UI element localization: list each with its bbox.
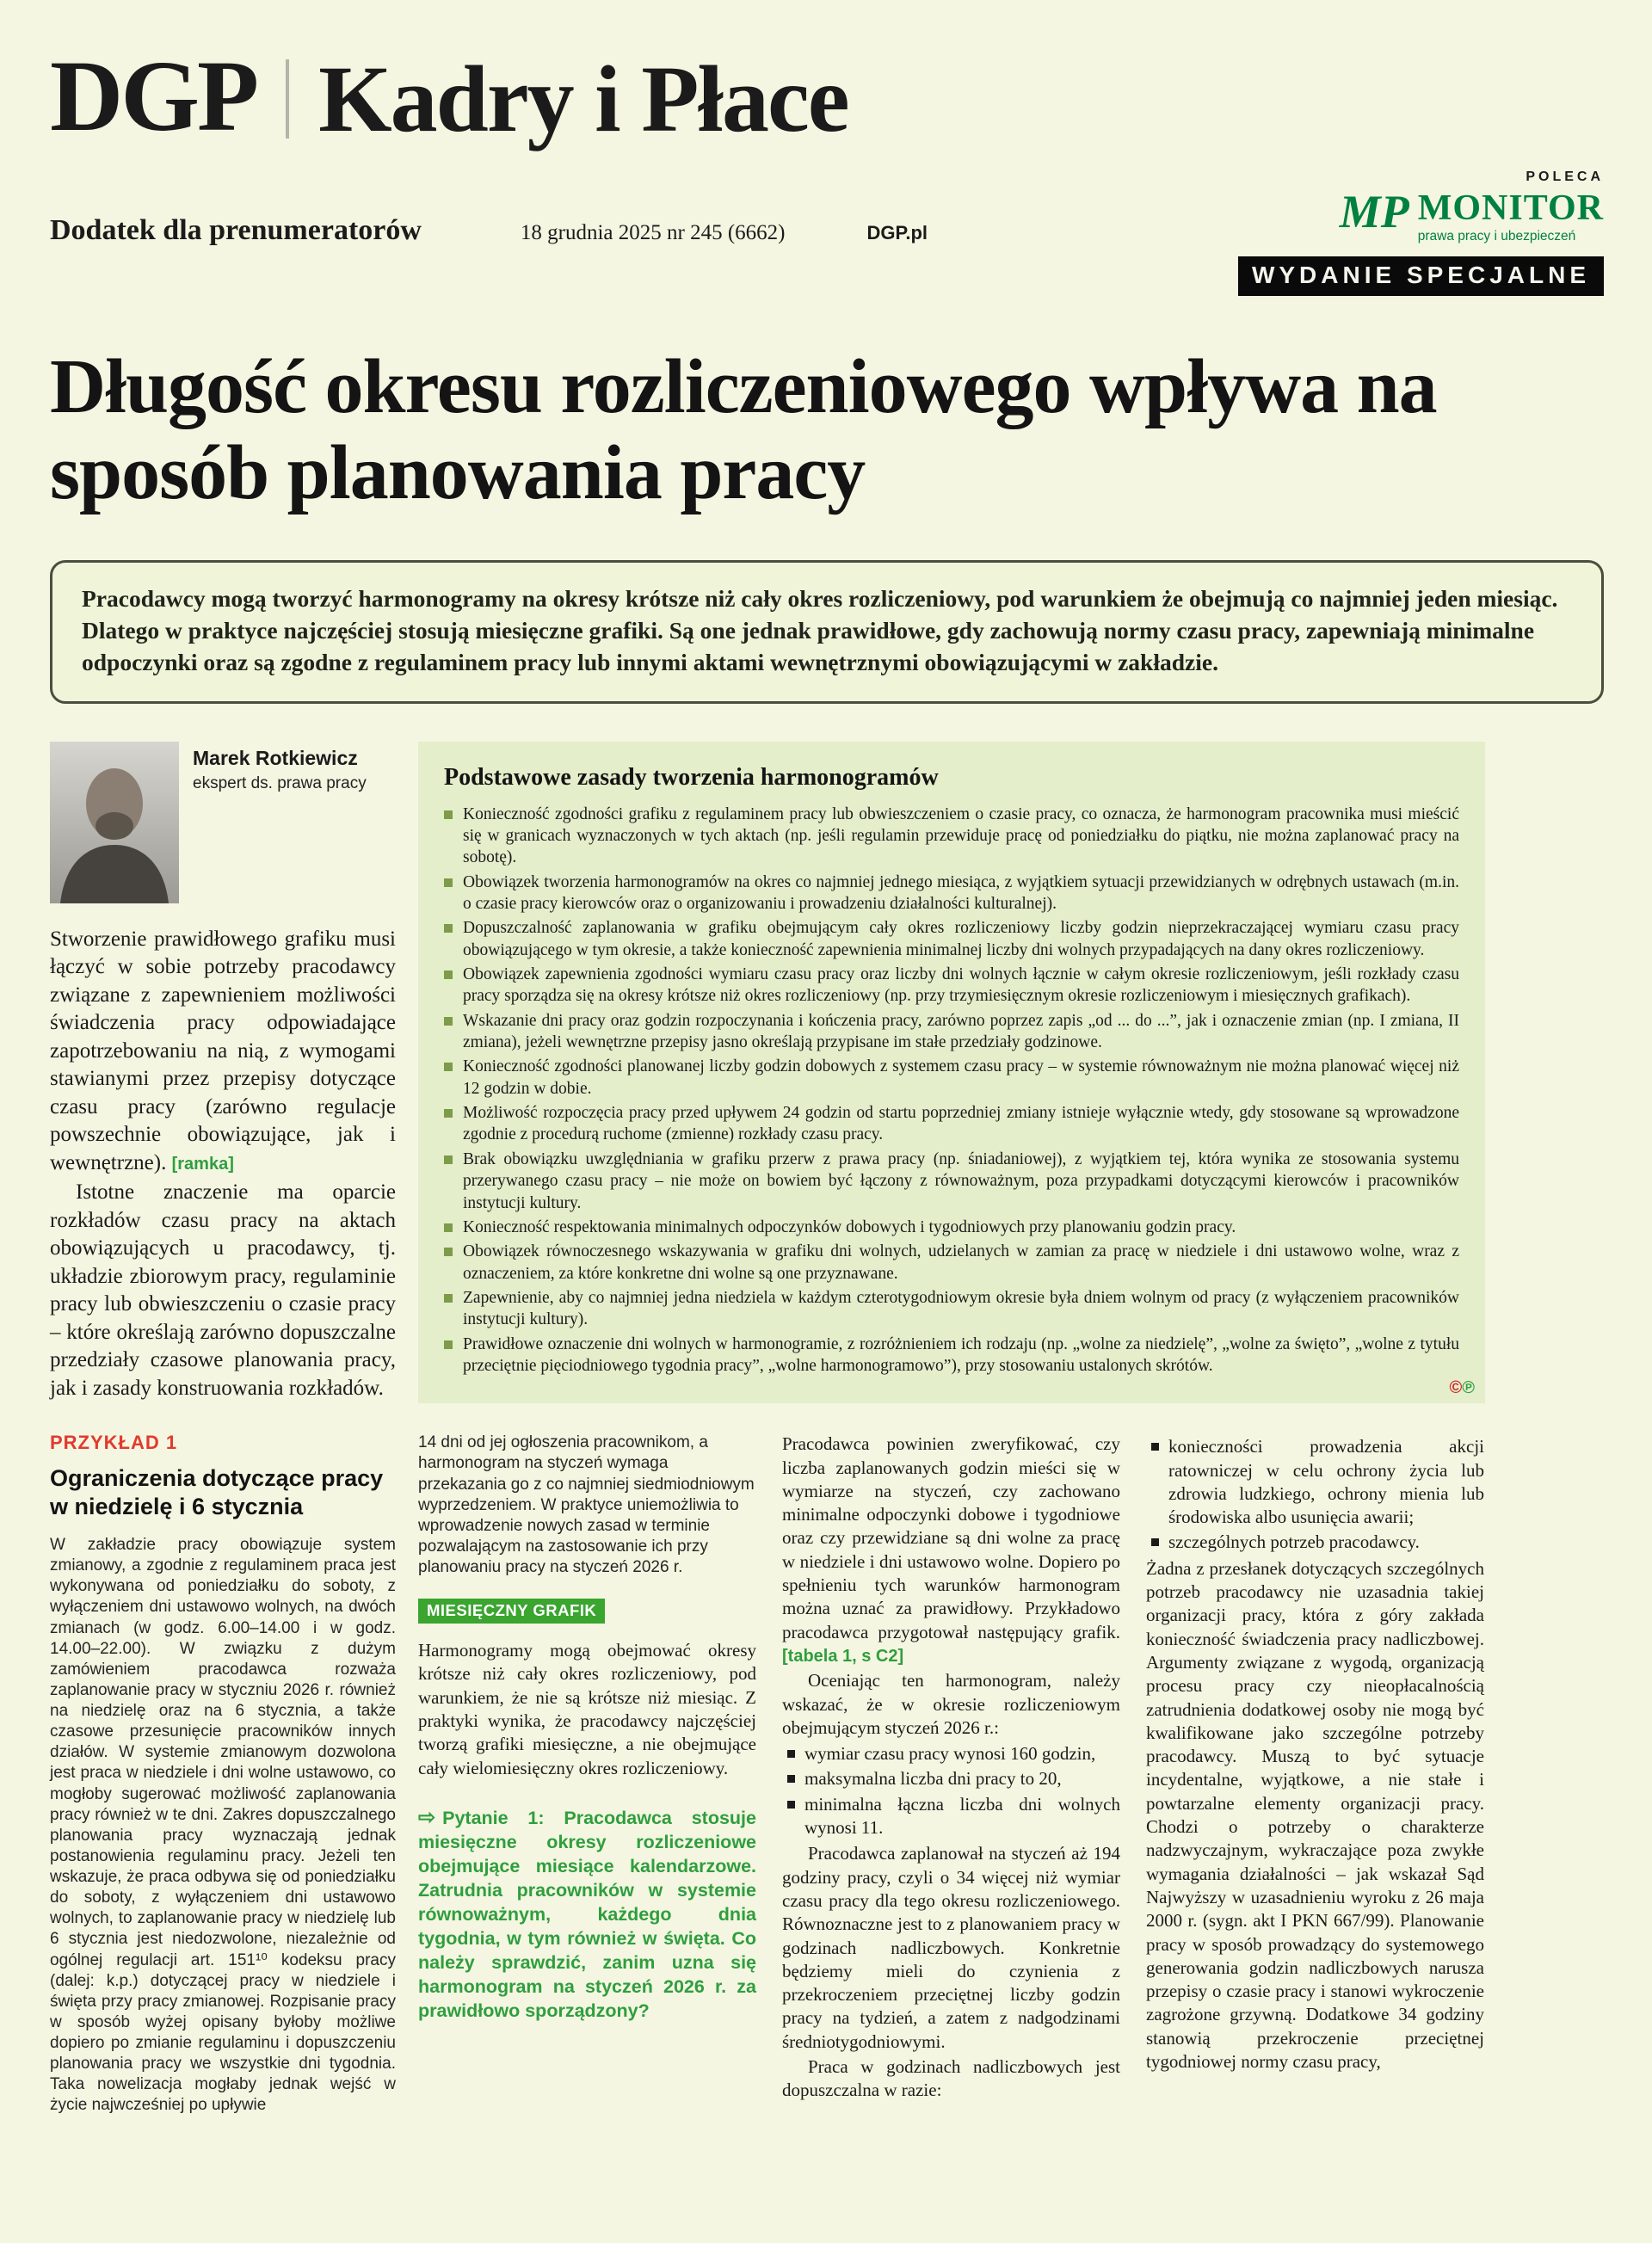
bottom-columns — [418, 1433, 1485, 2102]
body-paragraph: Oceniając ten harmonogram, należy wskazać, że w okresie rozliczeniowym obejmującym styczeń 2026 r.: — [782, 1670, 1120, 1738]
bullet-list — [782, 1742, 1120, 1839]
masthead — [50, 40, 1604, 296]
paragraph-text: Stworzenie prawidłowego grafiku musi łączyć w sobie potrzeby pracodawcy związane z zapewnieniem możliwości świadczenia pracy odpowiadające zapotrzebowaniu na nią, z wymogami stawianymi przez przepisy dotyczące czasu pracy (zarówno regulacje powszechnie obowiązujące, jak i wewnętrzne). — [50, 927, 396, 1174]
body-paragraph — [50, 926, 396, 1178]
rules-list-item: Obowiązek zapewnienia zgodności wymiaru czasu pracy oraz liczby dni wolnych łącznie w całym okresie rozliczeniowym, jeśli rozkłady czasu pracy sporządza się na okresy krótsze niż okres rozliczeniowy (np. przy trzymiesięcznym okresie rozliczeniowym i miesięcznych grafikach). — [444, 964, 1459, 1008]
subscriber-note: Dodatek dla prenumeratorów — [50, 213, 422, 246]
poleca-label: POLECA — [1526, 169, 1604, 184]
author-role: ekspert ds. prawa pracy — [193, 773, 367, 792]
author-name: Marek Rotkiewicz — [193, 746, 358, 769]
rules-list-item: Obowiązek równoczesnego wskazywania w grafiku dni wolnych, udzielanych w zamian za pracę w niedziele i dni ustawowo wolne, wraz z oznaczeniem, za które konkretne dni wolne są one przyznawane. — [444, 1241, 1459, 1285]
article-body — [50, 742, 1604, 2117]
example-label: PRZYKŁAD 1 — [50, 1432, 178, 1454]
column-4 — [1146, 1433, 1484, 2102]
arrow-right-icon: ⇨ — [418, 1805, 436, 1829]
masthead-info-row — [50, 169, 1604, 296]
monitor-subtitle: prawa pracy i ubezpieczeń — [1417, 228, 1576, 243]
promo-block — [1238, 169, 1604, 296]
rules-list-item: Dopuszczalność zaplanowania w grafiku obejmującym cały okres rozliczeniowy liczby godzin nieprzekraczającej wymiaru czasu pracy obowiązującego w tym okresie, a także konieczność zapewnienia minimalnej liczby dni wolnych przypadających na dany okres rozliczeniowy. — [444, 917, 1459, 961]
copyright-icon: © — [1449, 1378, 1463, 1398]
bullet-item: konieczności prowadzenia akcji ratowniczej w celu ochrony życia lub zdrowia ludzkiego, ochrony mienia lub środowiska albo usunięcia awarii; — [1146, 1435, 1484, 1529]
bullet-item: szczególnych potrzeb pracodawcy. — [1146, 1531, 1484, 1554]
example-text: W zakładzie pracy obowiązuje system zmianowy, a zgodnie z regulaminem praca jest wykonywana od poniedziałku do soboty, z wyłączeniem dni ustawowo wolnych, na dwóch zmianach (w godz. 6.00–14.00 i w godz. 14.00–22.00). W związku z dużym zamówieniem pracodawca rozważa zaplanowanie pracy w styczniu 2026 r. również na niedzielę oraz na 6 stycznia, a także czasowe przesunięcie pracowników innych działów. W systemie zmianowym dozwolona jest praca w niedziele i dni wolne ustawowo, co mogłoby sugerować możliwość zaplanowania pracy również w te dni. Zakres dopuszczalnego planowania pracy wyznaczają jednak postanowienia regulaminu pracy. Jeżeli ten wskazuje, że praca odbywa się od poniedziałku do soboty, z wyłączeniem dni ustawowo wolnych, to zaplanowanie pracy w niedzielę lub 6 stycznia jest niedozwolone, niezależnie od ogólnej regulacji art. 151¹⁰ kodeksu pracy (dalej: k.p.) dotyczącej pracy w niedziele i święta przy pracy zmianowej. Rozpisanie pracy w sposób wyżej opisany byłoby możliwe dopiero po zmianie regulaminu i dopuszczeniu planowania pracy we wszystkie dni tygodnia. Taka nowelizacja mogłaby jednak wejść w życie najwcześniej po upływie — [50, 1536, 396, 2115]
rules-list-item: Zapewnienie, aby co najmniej jedna niedziela w każdym czterotygodniowym okresie była dniem wolnym od pracy (z wyłączeniem pracowników instytucji kultury). — [444, 1287, 1459, 1331]
rules-list-item: Konieczność zgodności grafiku z regulaminem pracy lub obwieszczeniem o czasie pracy, co oznacza, że harmonogram pracownika musi mieścić się w granicach wyznaczonych w tych aktach (np. jeśli regulamin przewiduje pracę od poniedziałku do piątku, nie można zaplanować pracy na sobotę). — [444, 804, 1459, 869]
author-block — [50, 742, 396, 903]
author-meta — [193, 742, 367, 903]
column-3 — [782, 1433, 1120, 2102]
rules-list-item: Obowiązek tworzenia harmonogramów na okres co najmniej jednego miesiąca, z wyjątkiem sytuacji przewidzianych w odrębnych ustawach (m.in. o czasie pracy kierowców oraz o organizowaniu i prowadzeniu działalności kulturalnej). — [444, 872, 1459, 915]
rules-list-item: Brak obowiązku uwzględniania w grafiku przerw z prawa pracy (np. śniadaniowej), z wyjątkiem tej, która wynika ze stosowania systemu przerywanego czasu pracy – nie może on bowiem być łączony z równoważnym, poza przypadkami dotyczącymi kierowców i pracowników instytucji kultury. — [444, 1149, 1459, 1214]
body-paragraph: Istotne znaczenie ma oparcie rozkładów czasu pracy na aktach obowiązujących u pracodawcy, tj. układzie zbiorowym pracy, regulaminie pracy lub obwieszczeniu o czasie pracy – które określają zarówno dopuszczalne przedziały czasowe planowania pracy, jak i zasady konstruowania rozkładów. — [50, 1180, 396, 1400]
dgp-logo: DGP — [50, 40, 257, 152]
mp-logo-icon: MP — [1339, 185, 1409, 237]
masthead-info-left — [50, 169, 928, 296]
body-paragraph: Praca w godzinach nadliczbowych jest dopuszczalna w razie: — [782, 2055, 1120, 2101]
tabela-reference: [tabela 1, s C2] — [782, 1646, 904, 1666]
issue-date: 18 grudnia 2025 nr 245 (6662) — [520, 220, 786, 244]
question-text: Pytanie 1: Pracodawca stosuje miesięczne okresy rozliczeniowe obejmujące miesiące kalendarzowe. Zatrudnia pracowników w systemie równoważnym, każdego dnia tygodnia, w tym również w święta. Co należy sprawdzić, zanim uzna się harmonogram na styczeń 2026 r. za prawidłowo sporządzony? — [418, 1807, 756, 2021]
bullet-item: maksymalna liczba dni pracy to 20, — [782, 1767, 1120, 1790]
bullet-item: wymiar czasu pracy wynosi 160 godzin, — [782, 1742, 1120, 1765]
copyright-marks — [1450, 1378, 1476, 1398]
question-block — [418, 1804, 756, 2024]
headline: Długość okresu rozliczeniowego wpływa na sposób planowania pracy — [50, 343, 1437, 516]
masthead-logo-row — [50, 40, 1604, 152]
lead-paragraph: Pracodawcy mogą tworzyć harmonogramy na okresy krótsze niż cały okres rozliczeniowy, pod warunkiem że obejmują co najmniej jeden miesiąc. Dlatego w praktyce najczęściej stosują miesięczne grafiki. Są one jednak prawidłowe, gdy zachowują normy czasu pracy, zapewniają minimalne odpoczynki oraz są zgodne z regulaminem pracy lub innymi aktami wewnętrznymi obowiązującymi w zakładzie. — [82, 585, 1558, 675]
rules-list-item: Możliwość rozpoczęcia pracy przed upływem 24 godzin od startu poprzedniej zmiany istnieje wyłącznie wtedy, gdy stosowane są wprowadzone zgodnie z procedurą ruchome (zmienne) rozkłady czasu pracy. — [444, 1102, 1459, 1146]
monitor-name: MONITOR — [1417, 188, 1604, 228]
author-photo — [50, 742, 179, 903]
monitor-logo — [1339, 185, 1604, 244]
column-1 — [50, 742, 396, 2117]
logo-divider — [286, 59, 289, 139]
example-title: Ograniczenia dotyczące pracy w niedzielę i 6 stycznia — [50, 1465, 384, 1520]
rules-box-title: Podstawowe zasady tworzenia harmonogramów — [444, 763, 939, 791]
portrait-illustration — [50, 742, 179, 903]
lead-box — [50, 560, 1604, 704]
bullet-item: minimalna łączna liczba dni wolnych wynosi 11. — [782, 1793, 1120, 1840]
rules-box — [418, 742, 1485, 1404]
paragraph-text: Pracodawca powinien zweryfikować, czy liczba zaplanowanych godzin mieści się w wymiarze na styczeń, czy zachowano minimalne odpoczynki dobowe i tygodniowe oraz czy przewidziane są dni wolne za pracę w niedziele i dni ustawowo wolne. Dopiero po spełnieniu tych warunków harmonogram można uznać za prawidłowy. Przykładowo pracodawca przygotował następujący grafik. — [782, 1433, 1120, 1642]
supplement-title: Kadry i Płace — [318, 46, 848, 152]
body-paragraph: Harmonogramy mogą obejmować okresy krótsze niż cały okres rozliczeniowy, pod warunkiem, że nie są krótsze niż miesiąc. Z praktyki wynika, że pracodawcy najczęściej tworzą grafiki miesięczne, a nie obejmujące cały wielomiesięczny okres rozliczeniowy. — [418, 1640, 756, 1778]
section-label: MIESIĘCZNY GRAFIK — [418, 1599, 605, 1624]
bullet-list — [1146, 1435, 1484, 1554]
special-edition-badge: WYDANIE SPECJALNE — [1238, 256, 1604, 296]
website-label: DGP.pl — [866, 221, 928, 243]
monitor-logo-text — [1418, 190, 1604, 244]
right-area — [418, 742, 1485, 2117]
rules-list-item: Prawidłowe oznaczenie dni wolnych w harmonogramie, z rozróżnieniem ich rodzaju (np. „wolne za niedzielę”, „wolne za święto”, „wolne z tytułu przeciętnie pięciodniowego tygodnia pracy”, „wolne harmonogramowo”), przy stosowaniu ustalonych skrótów. — [444, 1334, 1459, 1377]
body-paragraph: Żadna z przesłanek dotyczących szczególnych potrzeb pracodawcy nie uzasadnia takiej organizacji pracy, która z góry zakłada konieczność świadczenia pracy nadliczbowej. Argumenty związane z wygodą, organizacją procesu pracy czy nieopłacalnością zatrudnienia dodatkowej osoby nie mogą być kwalifikowane jako szczególne potrzeby pracodawcy. Muszą to być sytuacje incydentalne, wyjątkowe, a nie stałe i powtarzalne elementy organizacji pracy. Chodzi o potrzeby o charakterze nadzwyczajnym, wykraczające poza zwykłe wymagania działalności – jak wskazał Sąd Najwyższy w uzasadnieniu wyroku z 26 maja 2000 r. (sygn. akt I PKN 667/99). Planowanie pracy w sposób prowadzący do systemowego generowania godzin nadliczbowych narusza przepisy o czasie pracy i stanowi wykroczenie zagrożone grzywną. Dodatkowe 34 godziny stanowią przekroczenie przeciętnej tygodniowej normy czasu pracy, — [1146, 1557, 1484, 2072]
example-text-continued: 14 dni od jej ogłoszenia pracownikom, a harmonogram na styczeń wymaga przekazania go z co najmniej siedmiodniowym wyprzedzeniem. W praktyce uniemożliwia to wprowadzenie nowych zasad w terminie pozwalającym na zastosowanie ich przy planowaniu pracy na styczeń 2026 r. — [418, 1433, 755, 1577]
rules-list-item: Wskazanie dni pracy oraz godzin rozpoczynania i kończenia pracy, zarówno poprzez zapis „od ... do ...”, jak i oznaczenie zmian (np. I zmiana, II zmiana), jeżeli wewnętrzne przepisy jasno określają przypisane im stałe przedziały godzinowe. — [444, 1010, 1459, 1054]
column-2 — [418, 1433, 756, 2102]
phonogram-icon: ℗ — [1462, 1378, 1475, 1398]
body-paragraph: Pracodawca zaplanował na styczeń aż 194 godziny pracy, czyli o 34 więcej niż wymiar czasu pracy dla tego okresu rozliczeniowego. Równoznaczne jest to z planowaniem pracy w godzinach nadliczbowych. Konkretnie będziemy mieli do czynienia z przekroczeniem przeciętnej liczby godzin pracy na tydzień, a zatem z nadgodzinami średniotygodniowymi. — [782, 1843, 1120, 2052]
rules-list-item: Konieczność zgodności planowanej liczby godzin dobowych z systemem czasu pracy – w systemie równoważnym nie można planować więcej niż 12 godzin w dobie. — [444, 1056, 1459, 1100]
rules-list-item: Konieczność respektowania minimalnych odpoczynków dobowych i tygodniowych przy planowaniu godzin pracy. — [444, 1217, 1459, 1238]
body-paragraph — [782, 1433, 1120, 1667]
rules-list — [444, 804, 1459, 1377]
ramka-reference: [ramka] — [171, 1154, 234, 1174]
